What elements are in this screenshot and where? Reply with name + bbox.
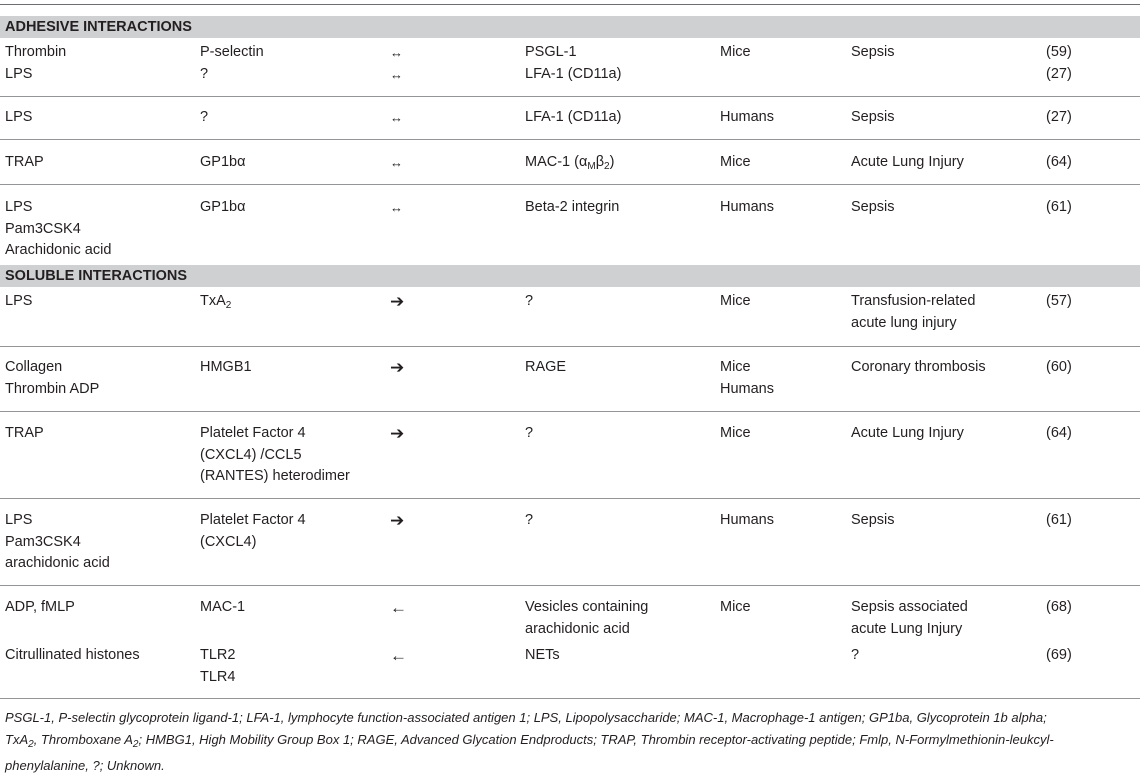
table-row: [0, 287, 1140, 347]
cell-species: Humans: [720, 109, 774, 125]
cell-stimulus: LPS: [5, 293, 33, 309]
cell-neutrophil-source: Vesicles containing arachidonic acid: [525, 599, 649, 637]
cell-disease: ?: [851, 647, 860, 663]
cell-disease: Sepsis: [851, 512, 895, 528]
cell-neutrophil-receptor: Beta-2 integrin: [525, 199, 620, 215]
cell-stimulus: ADP, fMLP: [5, 599, 75, 615]
table-bottom-rule: [0, 698, 1140, 699]
cell-neutrophil-receptor: RAGE: [525, 359, 567, 375]
table-footnote: PSGL-1, P-selectin glycoprotein ligand-1; LFA-1, lymphocyte function-associated antigen 1; LPS, Lipopolysaccharide; MAC-1, Macrophage-1 antigen; GP1ba, Glycoprotein 1b alpha; TxA$_2$, Thromboxane $A_2$; HMBG1, High Mobility Group Box 1; RAGE, Advanced Glycation Endproducts; TRAP, Thrombin receptor-activating peptide; Fmlp, N-Formylmethionin-leukcyl- phenylalanine, ?; Unknown.: [5, 710, 1054, 773]
arrow-right-icon: ➔: [390, 424, 405, 443]
cell-disease: Acute Lung Injury: [851, 425, 964, 441]
cell-stimulus: LPS Pam3CSK4 Arachidonic acid: [5, 199, 112, 258]
arrow-left-icon: ←: [390, 598, 407, 617]
cell-reference: (57): [1046, 293, 1072, 309]
cell-reference: (69): [1046, 647, 1072, 663]
cell-stimulus: TRAP: [5, 154, 44, 170]
cell-reference: (59) (27): [1046, 44, 1072, 82]
cell-stimulus: Collagen Thrombin ADP: [5, 359, 100, 397]
cell-species: Mice: [720, 425, 751, 441]
cell-neutrophil-receptor: MAC-1 $(\alpha_M\beta_2)$: [525, 154, 615, 172]
cell-neutrophil-receptor: PSGL-1 LFA-1 (CD11a): [525, 44, 622, 82]
cell-species: Humans: [720, 512, 774, 528]
double-arrow-icon: ↔: [390, 155, 403, 170]
cell-stimulus: TRAP: [5, 425, 44, 441]
cell-species: Mice: [720, 293, 751, 309]
cell-platelet-receptor: GP1bα: [200, 199, 246, 215]
cell-species: Mice: [720, 154, 751, 170]
cell-stimulus: LPS Pam3CSK4 arachidonic acid: [5, 512, 110, 571]
cell-species: Mice Humans: [720, 359, 774, 397]
cell-species: Mice: [720, 44, 751, 60]
cell-platelet-mediator: Platelet Factor 4 (CXCL4) /CCL5 (RANTES) heterodimer: [200, 425, 350, 484]
cell-disease: Sepsis: [851, 109, 895, 125]
cell-reference: (60): [1046, 359, 1072, 375]
table-row: [0, 185, 1140, 265]
cell-platelet-mediator: MAC-1: [200, 599, 246, 615]
table-row: [0, 97, 1140, 140]
cell-species: Humans: [720, 199, 774, 215]
cell-stimulus: Citrullinated histones: [5, 647, 140, 663]
cell-platelet-receptor: P-selectin ?: [200, 44, 264, 82]
table-row: [0, 140, 1140, 185]
arrow-right-icon: ➔: [390, 358, 405, 377]
cell-disease: Transfusion-related acute lung injury: [851, 293, 976, 331]
arrow-right-icon: ➔: [390, 292, 405, 311]
double-arrow-icon: ↔ ↔: [390, 45, 403, 82]
arrow-left-icon: ←: [390, 646, 407, 665]
cell-disease: Sepsis: [851, 44, 895, 60]
cell-disease: Sepsis: [851, 199, 895, 215]
table-row: [0, 586, 1140, 638]
arrow-right-icon: ➔: [390, 511, 405, 530]
table-top-rule: [0, 4, 1140, 5]
cell-platelet-mediator: TxA$_2$: [200, 293, 232, 311]
cell-reference: (61): [1046, 199, 1072, 215]
cell-platelet-receptor: ?: [200, 109, 209, 125]
cell-platelet-receptor: TLR2 TLR4: [200, 647, 236, 685]
cell-platelet-mediator: HMGB1: [200, 359, 252, 375]
cell-disease: Acute Lung Injury: [851, 154, 964, 170]
table-row: [0, 412, 1140, 499]
cell-neutrophil-receptor: ?: [525, 512, 534, 528]
cell-neutrophil-receptor: ?: [525, 293, 534, 309]
section-header-soluble: SOLUBLE INTERACTIONS: [0, 265, 1140, 287]
cell-species: Mice: [720, 599, 751, 615]
cell-platelet-mediator: Platelet Factor 4 (CXCL4): [200, 512, 306, 550]
double-arrow-icon: ↔: [390, 200, 403, 215]
cell-disease: Sepsis associated acute Lung Injury: [851, 599, 968, 637]
cell-reference: (27): [1046, 109, 1072, 125]
table-row: [0, 638, 1140, 698]
table-row: [0, 499, 1140, 586]
cell-disease: Coronary thrombosis: [851, 359, 986, 375]
cell-stimulus: Thrombin LPS: [5, 44, 67, 82]
section-header-adhesive: ADHESIVE INTERACTIONS: [0, 16, 1140, 38]
cell-neutrophil-source: NETs: [525, 647, 560, 663]
table-row: [0, 347, 1140, 412]
cell-reference: (61): [1046, 512, 1072, 528]
cell-reference: (64): [1046, 154, 1072, 170]
cell-reference: (68): [1046, 599, 1072, 615]
cell-stimulus: LPS: [5, 109, 33, 125]
table-row: [0, 38, 1140, 97]
cell-reference: (64): [1046, 425, 1072, 441]
cell-neutrophil-receptor: LFA-1 (CD11a): [525, 109, 622, 125]
cell-platelet-receptor: GP1bα: [200, 154, 246, 170]
cell-neutrophil-receptor: ?: [525, 425, 534, 441]
double-arrow-icon: ↔: [390, 110, 403, 125]
